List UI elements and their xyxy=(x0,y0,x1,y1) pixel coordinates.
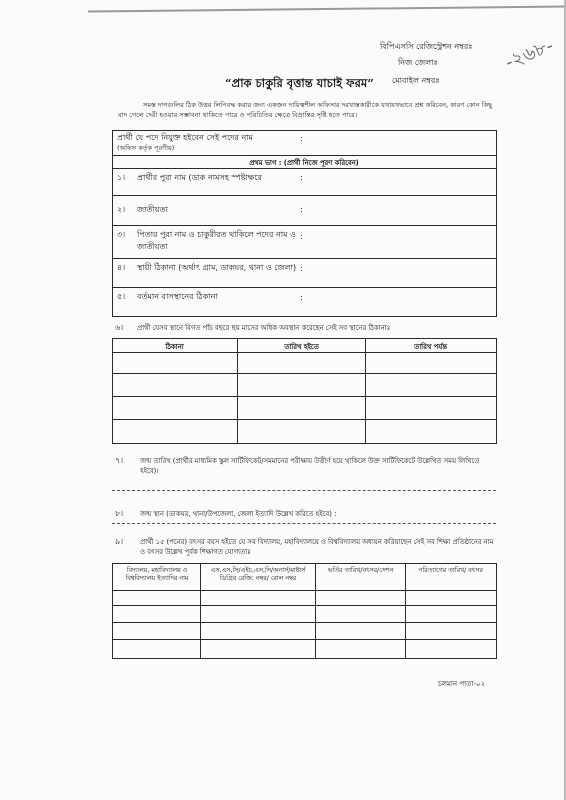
col-header-address: ঠিকানা xyxy=(165,343,184,351)
row-number: ৫। xyxy=(117,292,126,301)
row-divider xyxy=(112,195,496,196)
field-colon: : xyxy=(300,134,303,143)
col-divider xyxy=(237,338,238,443)
row-divider xyxy=(112,287,496,288)
form-title: “প্রাক চাকুরি বৃত্তান্ত যাচাই ফরম” xyxy=(225,76,374,90)
continued-page-note: চলমান পাতা-০২ xyxy=(438,680,486,688)
father-name-label: পিতার পুরা নাম ও চাকুরীরত থাকিলে পদের নাম ও xyxy=(137,230,296,239)
row-divider xyxy=(112,258,496,259)
q8-number: ৮। xyxy=(115,509,124,518)
q9-number: ৯। xyxy=(115,537,124,546)
row-divider xyxy=(112,225,496,226)
permanent-address-label: স্থায়ী ঠিকানা (অর্থাৎ গ্রাম, ডাকঘর, থানা ও জেলা) xyxy=(137,263,297,272)
row-divider xyxy=(112,373,496,374)
col-header-leaving: পরিত্যাগের তারিখ/ বৎসর xyxy=(418,567,483,574)
post-name-sub: (অফিস কর্তৃক পূরণীয়) xyxy=(117,144,175,152)
section-heading: প্রথম ভাগ : (প্রার্থী নিজে পূরণ করিবেন) xyxy=(249,159,359,167)
row-divider xyxy=(112,396,496,397)
post-name-label: প্রার্থী যে পদে নিযুক্ত হইবেন সেই পদের নাম xyxy=(117,133,253,142)
present-address-label: বর্তমান বাসস্থানের ঠিকানা xyxy=(137,292,218,301)
home-district-label: নিজ জেলাঃ xyxy=(398,58,438,67)
row-divider xyxy=(112,639,496,640)
col-divider xyxy=(315,563,316,658)
row-divider xyxy=(112,155,496,156)
row-divider xyxy=(112,622,496,623)
col-divider xyxy=(200,563,201,658)
col-divider xyxy=(365,338,366,443)
dotted-line xyxy=(112,490,496,491)
father-nationality-label: জাতীয়তা xyxy=(137,242,168,251)
page-edge xyxy=(88,5,566,12)
mobile-number-label: মোবাইল নম্বরঃ xyxy=(392,76,440,85)
row-divider xyxy=(112,590,496,591)
row-divider xyxy=(112,605,496,606)
q6-number: ৬। xyxy=(115,323,124,332)
field-colon: : xyxy=(300,264,303,273)
col-header-date-from: তারিখ হইতে xyxy=(284,343,319,351)
field-colon: : xyxy=(300,293,303,302)
field-colon: : xyxy=(300,205,303,214)
col-header-institution: বিদ্যালয়, মহাবিদ্যালয় ও বিশ্ববিদ্যালয় ইত্যাদির নাম xyxy=(125,567,189,582)
dotted-line xyxy=(112,523,496,524)
nationality-label: জাতীয়তা xyxy=(137,205,168,214)
row-divider xyxy=(112,419,496,420)
applicant-name-label: প্রার্থীর পুরা নাম (ডাক নামসহ স্পষ্টাক্ষরে xyxy=(137,173,262,182)
col-divider xyxy=(405,563,406,658)
col-header-registration: এস,এস,সি/এইচ,এস,সি/অনার্স/মাষ্টার্স ডিগ্রির রেজি: নম্বর/ রোল নম্বর xyxy=(210,567,306,582)
page-number-stamp: -২৬৮- xyxy=(501,34,557,74)
field-colon: : xyxy=(300,232,303,241)
row-number: ৩। xyxy=(117,230,126,239)
residence-table xyxy=(112,338,497,444)
col-header-admission: ভর্তির তারিখ/বৎসর/সেশন xyxy=(327,567,394,574)
col-header-date-to: তারিখ পর্যন্ত xyxy=(414,343,447,351)
registration-number-label: বিপিএসসি রেজিস্ট্রেশন নম্বরঃ xyxy=(380,42,473,51)
q9-text: প্রার্থী ১৫ (পনের) বৎসর বয়স হইতে যে সব বিদ্যালয়, মহাবিদ্যালয়ে ও বিশ্ববিদ্যালয় অধ্যয়ন করিয়াছেন সেই সব শিক্ষা প্রতিষ্ঠানের নাম ও বৎসর উল্লেখ পূর্বক শিক্ষাগত যোগ্যতাঃ xyxy=(140,538,494,556)
row-number: ৪। xyxy=(117,263,126,272)
row-number: ২। xyxy=(117,205,126,214)
q8-text: জন্ম স্থান (ডাকঘর, থানা/উপজেলা, জেলা ইত্যাদি উল্লেখ করিতে হইবে) : xyxy=(140,510,337,518)
field-colon: : xyxy=(300,173,303,182)
row-number: ১। xyxy=(117,173,126,182)
intro-paragraph: সমস্ত দাগগুলির ঠিক উত্তর লিপিবদ্ধ করার জন্য একজন দায়িত্বশীল অফিসার দরখাস্তকারীকে যথাযথভাবে প্রশ্ন করিবেন, কারণ কোন কিছু বাদ গেলে দেরী হওয়ার সম্ভাবনা থাকিতে পারে ও পরিচিতির ক্ষেত্রে বিভ্রান্তির সৃষ্টি হতে পারে। xyxy=(118,101,493,119)
q7-number: ৭। xyxy=(115,456,124,465)
q7-text: জন্ম তারিখ (প্রার্থীর মাধ্যমিক স্কুল সার্টিফিকেট/সমমানের পরীক্ষায় উত্তীর্ণ হয়ে থাকিলে উক্ত সার্টিফিকেটে উল্লেখিত সময় লিখিতে হইবে)। xyxy=(140,457,480,475)
q6-text: প্রার্থী যেসব স্থানে বিগত পাঁচ বছরে ছয় মাসের অধিক অবস্থান করেছেন সেই সব স্থানের ঠিকানাঃ xyxy=(137,324,391,332)
